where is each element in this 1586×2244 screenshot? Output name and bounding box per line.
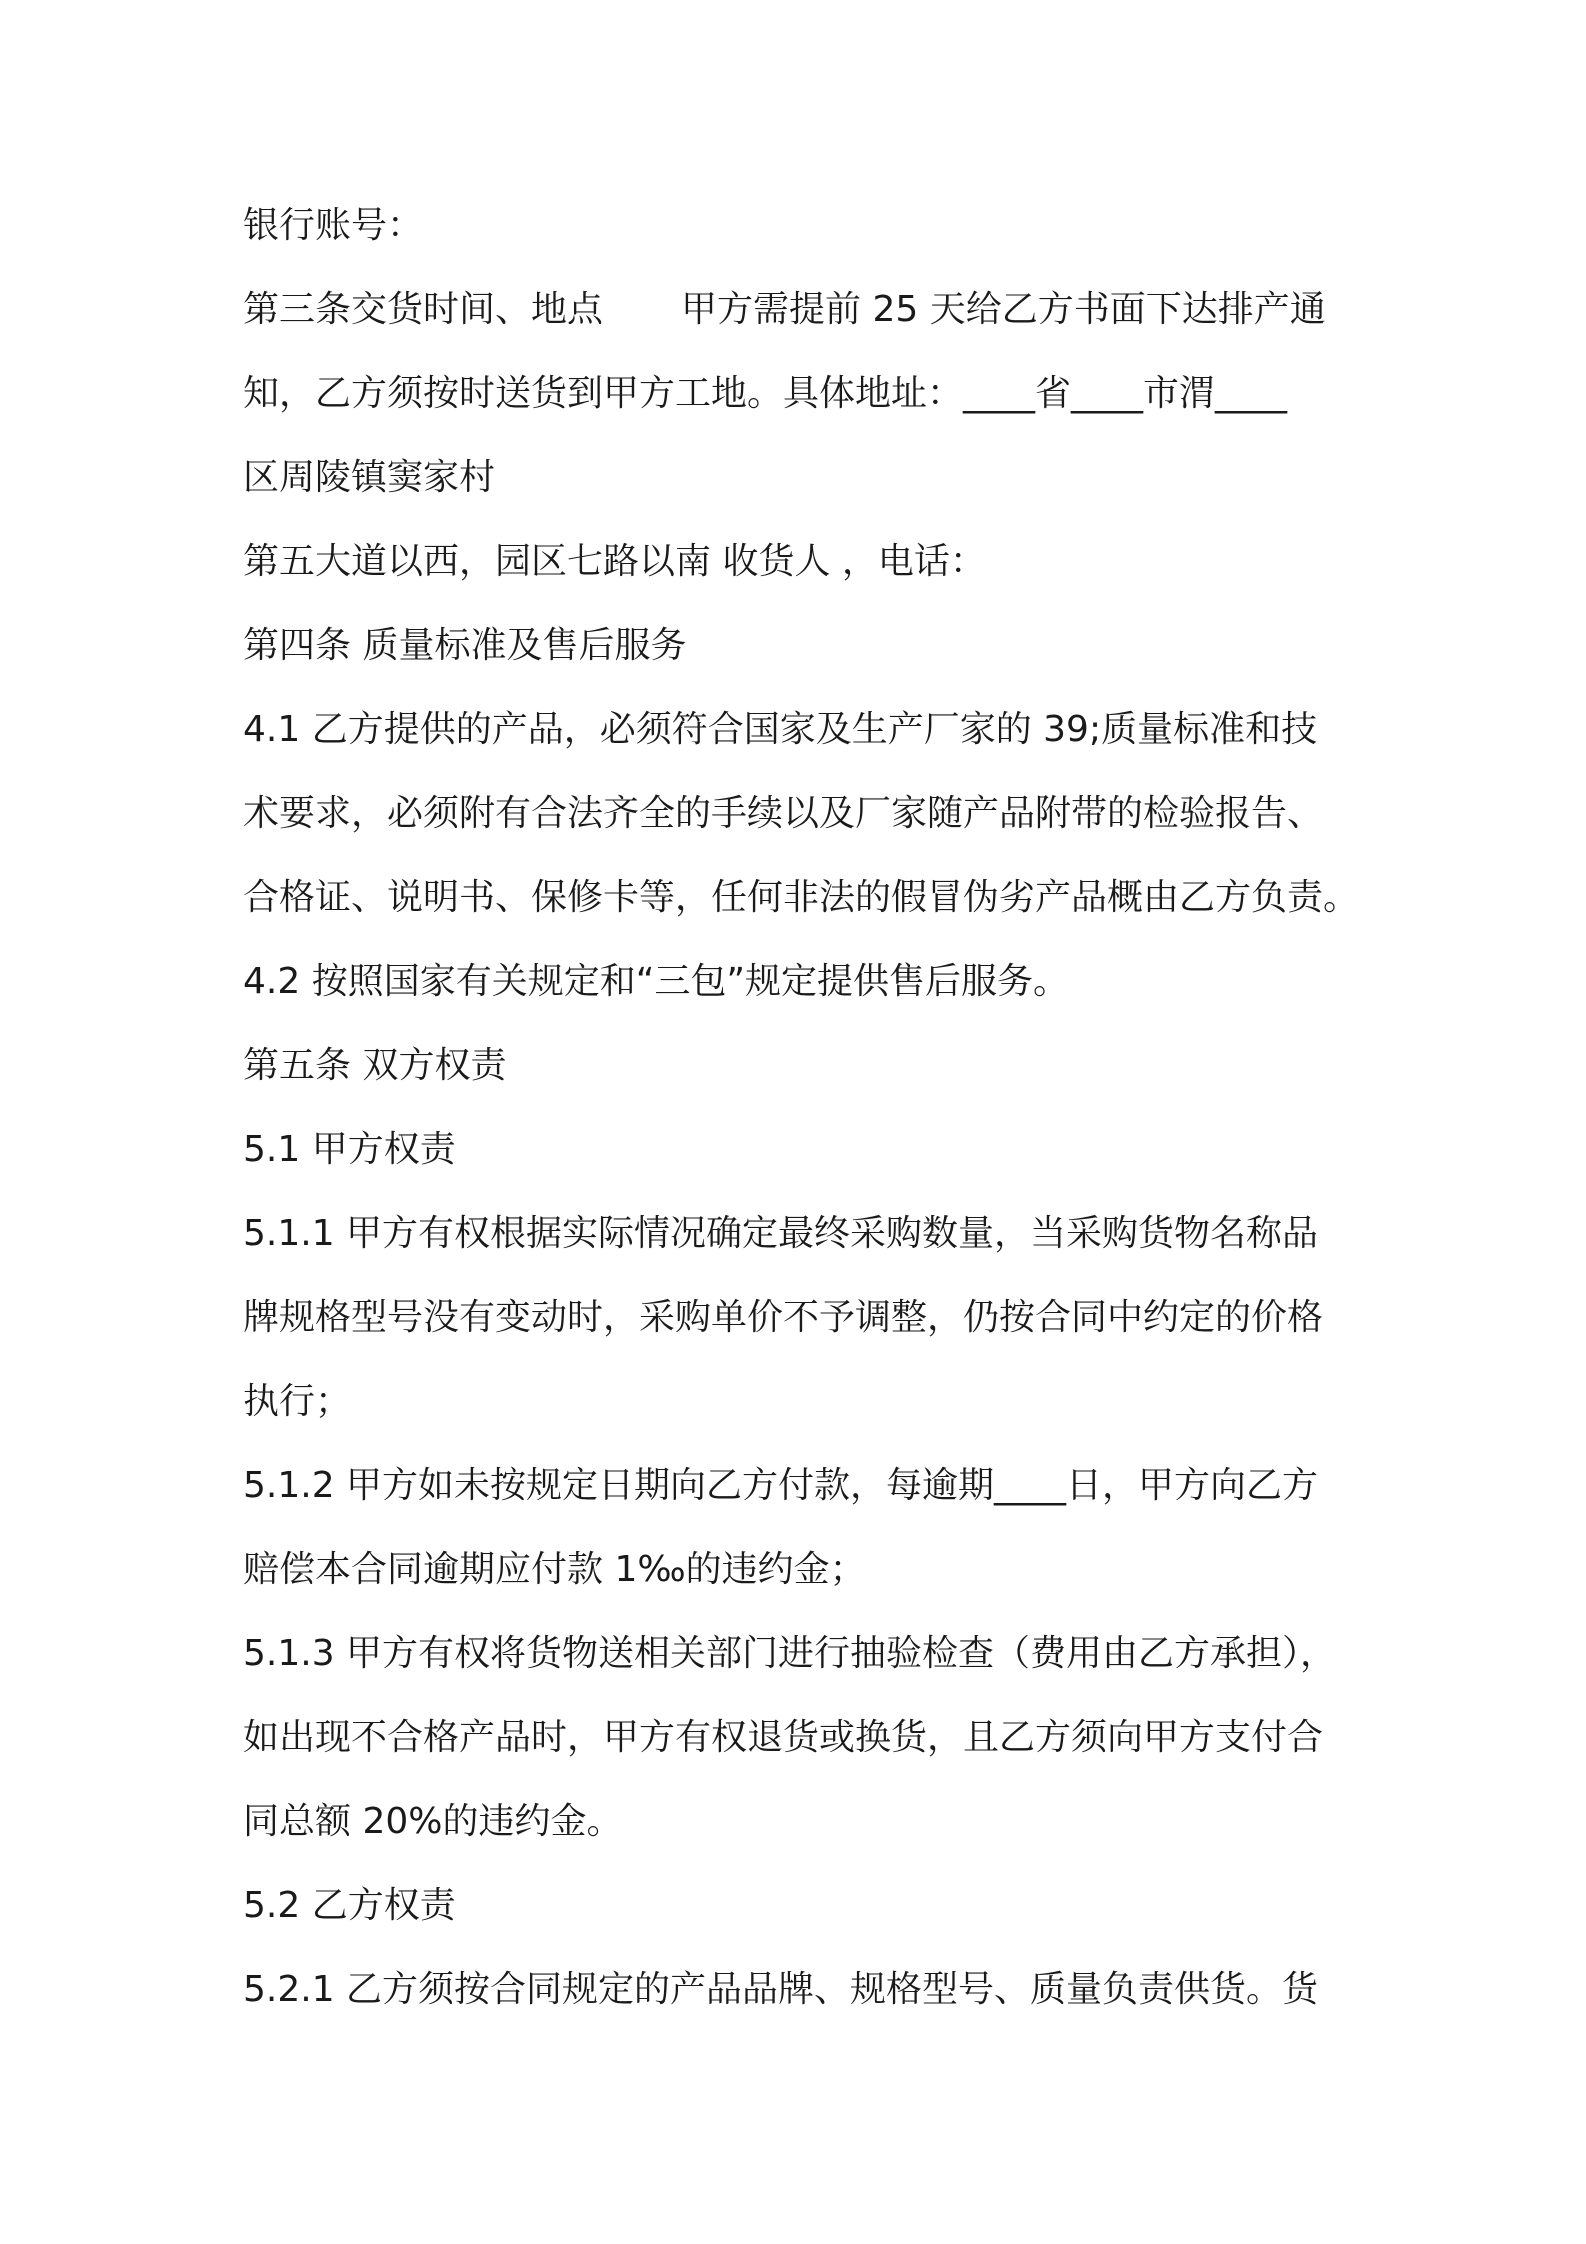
paragraph-line: 同总额 20%的违约金。 <box>243 1801 623 1842</box>
article-3-heading: 第三条交货时间、地点 <box>243 289 604 330</box>
paragraph-line: 牌规格型号没有变动时，采购单价不予调整，仍按合同中约定的价格 <box>243 1297 1324 1338</box>
paragraph-line: 赔偿本合同逾期应付款 1‰的违约金； <box>243 1549 866 1590</box>
article-4-heading: 第四条 质量标准及售后服务 <box>243 625 687 666</box>
article-5-heading: 第五条 双方权责 <box>243 1045 507 1086</box>
article-3-text: 甲方需提前 25 天给乙方书面下达排产通 <box>681 289 1326 330</box>
paragraph-line: 5.1.2 甲方如未按规定日期向乙方付款，每逾期____日，甲方向乙方 <box>243 1465 1319 1506</box>
paragraph-line: 4.1 乙方提供的产品，必须符合国家及生产厂家的 39;质量标准和技 <box>243 709 1318 750</box>
paragraph-line: 知，乙方须按时送货到甲方工地。具体地址：____省____市渭____ <box>243 373 1288 414</box>
paragraph-line: 如出现不合格产品时，甲方有权退货或换货，且乙方须向甲方支付合 <box>243 1717 1324 1758</box>
section-heading: 5.1 甲方权责 <box>243 1129 456 1170</box>
section-heading: 5.2 乙方权责 <box>243 1885 456 1926</box>
paragraph-line: 合格证、说明书、保修卡等，任何非法的假冒伪劣产品概由乙方负责。 <box>243 877 1360 918</box>
paragraph-line: 4.2 按照国家有关规定和“三包”规定提供售后服务。 <box>243 961 1069 1002</box>
paragraph-line: 5.1.1 甲方有权根据实际情况确定最终采购数量，当采购货物名称品 <box>243 1213 1319 1254</box>
paragraph-line: 术要求，必须附有合法齐全的手续以及厂家随产品附带的检验报告、 <box>243 793 1324 834</box>
paragraph-line: 5.1.3 甲方有权将货物送相关部门进行抽验检查（费用由乙方承担）， <box>243 1633 1337 1674</box>
bank-account-label: 银行账号： <box>243 205 424 246</box>
paragraph-line: 第五大道以西，园区七路以南 收货人 ，电话： <box>243 541 986 582</box>
article-3-heading-line <box>243 289 1326 330</box>
paragraph-line: 执行； <box>243 1381 352 1422</box>
paragraph-line: 5.2.1 乙方须按合同规定的产品品牌、规格型号、质量负责供货。货 <box>243 1969 1319 2010</box>
paragraph-line: 区周陵镇窦家村 <box>243 457 496 498</box>
